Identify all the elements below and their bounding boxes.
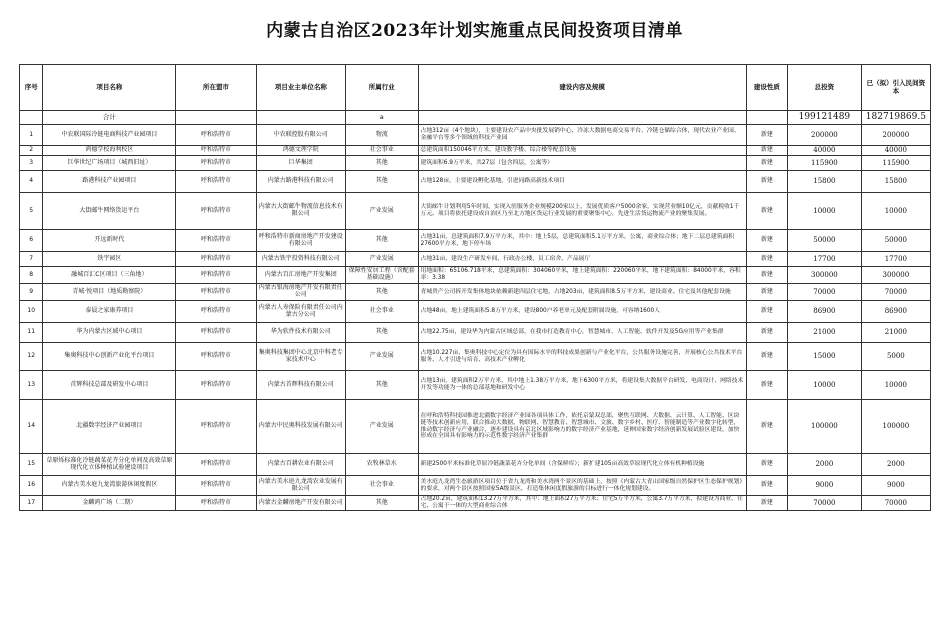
cell-owner: 集奥科技集团中心北京中科老专家技术中心 [256, 343, 345, 371]
cell-total: 100000 [788, 400, 862, 454]
cell-total: 17700 [788, 252, 862, 267]
table-row [20, 230, 931, 252]
cell-industry: 其他 [345, 284, 418, 301]
cell-stage: 新建 [746, 301, 787, 323]
cell-city: 呼和浩特市 [176, 125, 256, 146]
cell-seq: 4 [20, 171, 43, 193]
cell-city: 呼和浩特市 [176, 193, 256, 230]
cell-industry: 物流 [345, 125, 418, 146]
total-owner [256, 111, 345, 125]
table-row [20, 171, 931, 193]
cell-stage: 新建 [746, 267, 787, 284]
cell-stage: 新建 [746, 454, 787, 476]
cell-owner: 内蒙古大街邮牛物流信息技术有限公司 [256, 193, 345, 230]
cell-owner: 内蒙古人寿保险有限责任公司内蒙古分公司 [256, 301, 345, 323]
col-header-content: 建设内容及规模 [418, 65, 746, 111]
table-row [20, 400, 931, 454]
table-row [20, 496, 931, 511]
cell-city: 呼和浩特市 [176, 323, 256, 343]
cell-owner: 内蒙古路港科技有限公司 [256, 171, 345, 193]
total-city [176, 111, 256, 125]
cell-content: 占地20.2亩，建筑面积13.27万平方米，其中：地上面积27万平方米；住宅5万平方米，公寓3.7万平方米，拟建设为商业、住宅、公寓于一体的大型商业综合体 [418, 496, 746, 511]
cell-city: 呼和浩特市 [176, 454, 256, 476]
cell-industry: 其他 [345, 171, 418, 193]
table-row [20, 146, 931, 156]
cell-industry: 其他 [345, 496, 418, 511]
cell-name: 泰晨之家康养项目 [43, 301, 176, 323]
cell-private: 10000 [861, 193, 930, 230]
cell-seq: 12 [20, 343, 43, 371]
table-row [20, 156, 931, 171]
cell-owner: 中农联控股有限公司 [256, 125, 345, 146]
cell-industry: 产业发展 [345, 252, 418, 267]
cell-private: 200000 [861, 125, 930, 146]
total-stage [746, 111, 787, 125]
cell-seq: 10 [20, 301, 43, 323]
cell-private: 5000 [861, 343, 930, 371]
cell-total: 70000 [788, 284, 862, 301]
cell-stage: 新建 [746, 343, 787, 371]
cell-seq: 16 [20, 476, 43, 496]
cell-seq: 14 [20, 400, 43, 454]
cell-total: 15000 [788, 343, 862, 371]
total-content [418, 111, 746, 125]
total-seq [20, 111, 43, 125]
table-row [20, 476, 931, 496]
cell-content: 新建2500平米标准化草原冷链蔬菜花卉分化单间（含保鲜库）；新扩建105亩高效草原现代化立体有机种植设施 [418, 454, 746, 476]
cell-city: 呼和浩特市 [176, 230, 256, 252]
cell-owner: 内蒙古首辉科技有限公司 [256, 371, 345, 400]
cell-total: 15800 [788, 171, 862, 193]
cell-city: 呼和浩特市 [176, 476, 256, 496]
cell-city: 呼和浩特市 [176, 252, 256, 267]
cell-city: 呼和浩特市 [176, 171, 256, 193]
table-row [20, 323, 931, 343]
total-private: 182719869.5 [861, 111, 930, 125]
cell-stage: 新建 [746, 323, 787, 343]
cell-owner: 内蒙古美水庭九龙湾农业发展有限公司 [256, 476, 345, 496]
cell-name: 大街邮牛网络货运平台 [43, 193, 176, 230]
cell-owner: 鸿德文理学院 [256, 146, 345, 156]
table-row [20, 343, 931, 371]
cell-content: 总建筑面积150046平方米，建设教学楼、综合楼等配套设施 [418, 146, 746, 156]
cell-stage: 新建 [746, 125, 787, 146]
cell-private: 70000 [861, 284, 930, 301]
cell-content: 占地31亩，建设生产研发车间、行政办公楼、员工宿舍、产品展厅 [418, 252, 746, 267]
cell-name: 内蒙古美水庭九龙湾旅游休闲度假区 [43, 476, 176, 496]
cell-content: 占地48亩，地上建筑面积5.8万平方米，建设800户养老单元及配套附属设施，可容纳1600人 [418, 301, 746, 323]
cell-city: 呼和浩特市 [176, 156, 256, 171]
cell-seq: 13 [20, 371, 43, 400]
cell-total: 115900 [788, 156, 862, 171]
cell-owner: 内蒙古百耕农业有限公司 [256, 454, 345, 476]
cell-seq: 15 [20, 454, 43, 476]
total-industry: a [345, 111, 418, 125]
col-header-total: 总投资 [788, 65, 862, 111]
cell-industry: 社会事业 [345, 301, 418, 323]
cell-private: 50000 [861, 230, 930, 252]
cell-stage: 新建 [746, 400, 787, 454]
cell-owner: 呼和浩特市新商房地产开发建设有限公司 [256, 230, 345, 252]
cell-total: 10000 [788, 371, 862, 400]
cell-seq: 5 [20, 193, 43, 230]
cell-content: 美水庭九龙湾生态旅游区项目位于省九龙湾和美水湾两个景区的基础上，按照《内蒙古大青山国家级自然保护区生态保护规划》的要求，对两个景区按照国家5A级景区，打造集休闲度假旅游的目标进行一体化规划建设。 [418, 476, 746, 496]
cell-seq: 8 [20, 267, 43, 284]
cell-private: 70000 [861, 496, 930, 511]
cell-name: 金麟鸿广场（二期） [43, 496, 176, 511]
cell-stage: 新建 [746, 146, 787, 156]
cell-industry: 其他 [345, 230, 418, 252]
cell-private: 17700 [861, 252, 930, 267]
col-header-city: 所在盟市 [176, 65, 256, 111]
table-row [20, 125, 931, 146]
cell-private: 100000 [861, 400, 930, 454]
cell-city: 呼和浩特市 [176, 343, 256, 371]
table-row [20, 301, 931, 323]
cell-industry: 农牧林草水 [345, 454, 418, 476]
cell-city: 呼和浩特市 [176, 146, 256, 156]
cell-seq: 9 [20, 284, 43, 301]
cell-city: 呼和浩特市 [176, 284, 256, 301]
cell-content: 占地10.227亩，集奥科技中心定位为具有国际水平的科技成果创新与产业化平台，公共服务设施完善，开展核心公共技术平台服务、人才引进与培育、高技术产业孵化 [418, 343, 746, 371]
cell-private: 10000 [861, 371, 930, 400]
cell-city: 呼和浩特市 [176, 267, 256, 284]
cell-seq: 6 [20, 230, 43, 252]
cell-seq: 2 [20, 146, 43, 156]
col-header-name: 项目名称 [43, 65, 176, 111]
cell-name: 青城·悦项目（地质勘察院） [43, 284, 176, 301]
cell-city: 呼和浩特市 [176, 400, 256, 454]
cell-seq: 11 [20, 323, 43, 343]
cell-total: 70000 [788, 496, 862, 511]
cell-name: 巨华世纪广场项目（城西旧址） [43, 156, 176, 171]
cell-private: 40000 [861, 146, 930, 156]
cell-private: 9000 [861, 476, 930, 496]
cell-seq: 17 [20, 496, 43, 511]
cell-private: 115900 [861, 156, 930, 171]
cell-stage: 新建 [746, 284, 787, 301]
cell-name: 路港科技产业园项目 [43, 171, 176, 193]
cell-total: 21000 [788, 323, 862, 343]
cell-stage: 新建 [746, 476, 787, 496]
cell-name: 草原烁标准化冷链蔬菜花卉分化单间及高效草原现代化立体种植试验建设项目 [43, 454, 176, 476]
cell-stage: 新建 [746, 193, 787, 230]
cell-name: 中农联国际冷链电商科技产业园项目 [43, 125, 176, 146]
cell-content: 大街邮牛计划利用5年时间，实现入驻服务企业规模200家以上，发展优质客户5000余家，实现营业额10亿元，贡献税收1千万元。项目将依托建设成自治区乃至北方地区货运行业发展的重要聚集中心，先进生活货运物流产业的聚集发展。 [418, 193, 746, 230]
cell-private: 21000 [861, 323, 930, 343]
cell-content: 用地面积：65106.718平米，总建筑面积：304060平米，地上建筑面积：220060平米，地下建筑面积：84000平米，容积率：3.38 [418, 267, 746, 284]
cell-content: 占地22.75亩，建设华为内蒙古区域总部，在我市打造教育中心，智慧城市、人工智能、软件开发及5G应用等产业集群 [418, 323, 746, 343]
cell-stage: 新建 [746, 230, 787, 252]
cell-owner: 内蒙古金麟房地产开发有限公司 [256, 496, 345, 511]
cell-content: 占地31亩，总建筑面积7.9万平方米，其中：地上5层，总建筑面积5.1万平方米，公寓，商业综合体；地下二层总建筑面积27600平方米，地下停车场 [418, 230, 746, 252]
cell-total: 10000 [788, 193, 862, 230]
cell-total: 40000 [788, 146, 862, 156]
cell-stage: 新建 [746, 156, 787, 171]
project-table [19, 64, 931, 511]
cell-stage: 新建 [746, 252, 787, 267]
cell-owner: 华为软件技术有限公司 [256, 323, 345, 343]
cell-owner: 内蒙古银海房地产开发有限责任公司 [256, 284, 345, 301]
cell-city: 呼和浩特市 [176, 301, 256, 323]
cell-content: 青城贵产公司拆开发集体地块依赖新建四层住宅地，占地203亩，建筑面积8.5万平方米，建设商业、住宅及其他配套设施 [418, 284, 746, 301]
table-row [20, 193, 931, 230]
cell-total: 50000 [788, 230, 862, 252]
cell-industry: 产业发展 [345, 193, 418, 230]
col-header-private: 已（拟）引入民间资本 [861, 65, 930, 111]
cell-total: 2000 [788, 454, 862, 476]
cell-industry: 其他 [345, 323, 418, 343]
cell-name: 融城百汇C区项目（三角地） [43, 267, 176, 284]
cell-content: 占地128亩，主要建设孵化基地，引进同路高新技术项目 [418, 171, 746, 193]
cell-total: 86900 [788, 301, 862, 323]
cell-name: 华为内蒙古区域中心项目 [43, 323, 176, 343]
cell-industry: 保障性安居工程（含配套基础设施） [345, 267, 418, 284]
cell-owner: 巨华集团 [256, 156, 345, 171]
cell-industry: 其他 [345, 156, 418, 171]
cell-city: 呼和浩特市 [176, 371, 256, 400]
cell-stage: 新建 [746, 371, 787, 400]
cell-name: 北疆数字经济产业园项目 [43, 400, 176, 454]
cell-city: 呼和浩特市 [176, 496, 256, 511]
table-row [20, 284, 931, 301]
header-row [20, 65, 931, 111]
cell-name: 集奥科技中心创新产业化平台项目 [43, 343, 176, 371]
cell-total: 9000 [788, 476, 862, 496]
col-header-industry: 所属行业 [345, 65, 418, 111]
cell-content: 占地13亩，建筑面积2万平方米，其中地上1.38万平方米，地下6300平方米，将建设集大数据平台研发、电商设计、网络技术开发等功能为一体的总部基地和研发中心 [418, 371, 746, 400]
cell-seq: 1 [20, 125, 43, 146]
cell-private: 2000 [861, 454, 930, 476]
cell-seq: 3 [20, 156, 43, 171]
cell-name: 鸿德学校海利校区 [43, 146, 176, 156]
table-row [20, 267, 931, 284]
table-row [20, 252, 931, 267]
total-label: 合计 [43, 111, 176, 125]
cell-content: 占地312亩（4个地块），主要建设农产品中央批发展销中心、冷冻大数据电商交易平台、冷链仓储综合体，现代农业产业园、金融平台等多个领域的科技产业园 [418, 125, 746, 146]
cell-private: 86900 [861, 301, 930, 323]
cell-industry: 产业发展 [345, 343, 418, 371]
cell-industry: 社会事业 [345, 146, 418, 156]
cell-private: 300000 [861, 267, 930, 284]
cell-industry: 产业发展 [345, 400, 418, 454]
cell-name: 首辉科技总部及研发中心项目 [43, 371, 176, 400]
cell-stage: 新建 [746, 171, 787, 193]
total-investment: 199121489 [788, 111, 862, 125]
cell-name: 开远新时代 [43, 230, 176, 252]
table-row [20, 371, 931, 400]
col-header-owner: 项目业主单位名称 [256, 65, 345, 111]
cell-owner: 内蒙古百汇房地产开发集团 [256, 267, 345, 284]
col-header-seq: 序号 [20, 65, 43, 111]
cell-content: 建筑面积6.9万平米，共27层（包含四层，公寓等） [418, 156, 746, 171]
cell-stage: 新建 [746, 496, 787, 511]
page-title: 内蒙古自治区2023年计划实施重点民间投资项目清单 [266, 21, 683, 41]
cell-total: 300000 [788, 267, 862, 284]
cell-private: 15800 [861, 171, 930, 193]
cell-seq: 7 [20, 252, 43, 267]
cell-content: 在呼和浩特科技园推进北疆数字经济产业园各项具体工作，依托京蒙双总部，聚焦互联网、大数据、云计算、人工智能、区块链等技术创新应用，联合推动大数据、物联网、智慧教育、智慧城市、文旅、数字乡村、医疗、智能制造等产业数字化转型，推动数字经济与产业融合，逐步建设具有京北区域影响力的数字经济产业基地，延伸国家数字经济创新发展试验区建设，加快形成在全国具有影响力的示范性数字经济产业集群 [418, 400, 746, 454]
cell-owner: 内蒙古中民奥科技发展有限公司 [256, 400, 345, 454]
cell-owner: 内蒙古铁宇投资科技有限公司 [256, 252, 345, 267]
cell-industry: 社会事业 [345, 476, 418, 496]
total-row [20, 111, 931, 125]
cell-total: 200000 [788, 125, 862, 146]
col-header-stage: 建设性质 [746, 65, 787, 111]
cell-name: 铁宇园区 [43, 252, 176, 267]
cell-industry: 其他 [345, 371, 418, 400]
table-row [20, 454, 931, 476]
